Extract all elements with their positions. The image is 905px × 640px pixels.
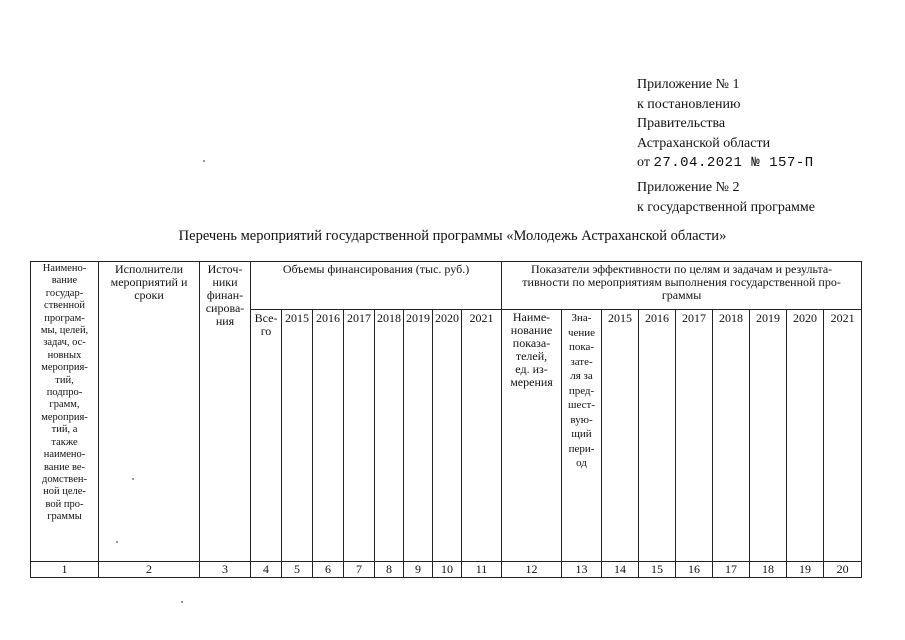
header-funding-total: Все- го bbox=[251, 310, 282, 562]
header-funding-volumes: Объемы финансирования (тыс. руб.) bbox=[251, 262, 502, 310]
column-number: 8 bbox=[375, 562, 404, 578]
appendix-1-line: к постановлению bbox=[637, 96, 741, 112]
header-funding-year: 2018 bbox=[375, 310, 404, 562]
column-number: 15 bbox=[639, 562, 676, 578]
appendix-1-block bbox=[637, 75, 814, 174]
column-number: 5 bbox=[282, 562, 313, 578]
document-title: Перечень мероприятий государственной программы «Молодежь Астраханской области» bbox=[178, 228, 727, 244]
header-executors: Исполнители мероприятий и сроки bbox=[99, 262, 200, 562]
date-prefix: от bbox=[637, 155, 650, 170]
appendix-1-date-row bbox=[637, 153, 814, 174]
header-indicator-year: 2021 bbox=[824, 310, 862, 562]
column-number: 13 bbox=[562, 562, 602, 578]
header-indicator-year: 2017 bbox=[676, 310, 713, 562]
column-number: 20 bbox=[824, 562, 862, 578]
header-indicator-year: 2018 bbox=[713, 310, 750, 562]
column-number: 14 bbox=[602, 562, 639, 578]
header-row-top bbox=[31, 262, 862, 310]
column-number: 9 bbox=[404, 562, 433, 578]
column-number: 12 bbox=[502, 562, 562, 578]
scan-speck bbox=[132, 478, 134, 480]
column-number: 11 bbox=[462, 562, 502, 578]
header-indicator-year: 2020 bbox=[787, 310, 824, 562]
scan-speck bbox=[203, 160, 205, 162]
column-number: 16 bbox=[676, 562, 713, 578]
header-funding-year: 2016 bbox=[313, 310, 344, 562]
column-number: 4 bbox=[251, 562, 282, 578]
measures-table bbox=[30, 261, 862, 578]
header-indicator-year: 2019 bbox=[750, 310, 787, 562]
column-number: 6 bbox=[313, 562, 344, 578]
header-indicator-year: 2016 bbox=[639, 310, 676, 562]
header-funding-year: 2020 bbox=[433, 310, 462, 562]
appendix-2-block bbox=[637, 178, 815, 217]
header-indicators: Показатели эффективности по целям и задачам и результа- тивности по мероприятиям выполнения государственной про- граммы bbox=[502, 262, 862, 310]
decree-date-number: 27.04.2021 № 157-П bbox=[653, 155, 814, 171]
header-funding-year: 2019 bbox=[404, 310, 433, 562]
header-indicator-prev-value: Зна- чение пока- зате- ля за пред- шест- вую- щий пери- од bbox=[562, 310, 602, 562]
column-number: 3 bbox=[200, 562, 251, 578]
header-funding-sources: Источ- ники финан- сирова- ния bbox=[200, 262, 251, 562]
column-number: 19 bbox=[787, 562, 824, 578]
column-number-row bbox=[31, 562, 862, 578]
scan-speck bbox=[116, 541, 118, 543]
header-funding-year: 2015 bbox=[282, 310, 313, 562]
appendix-1-line: Правительства bbox=[637, 116, 726, 131]
header-program-name: Наимено- вание государ- ственной програм- мы, целей, задач, ос- новных мероприя- тий, подпро- грамм, мероприя- тий, а также наимено- вание ве- домствен- ной целе- вой про- граммы bbox=[31, 262, 99, 562]
column-number: 7 bbox=[344, 562, 375, 578]
header-indicator-year: 2015 bbox=[602, 310, 639, 562]
column-number: 2 bbox=[99, 562, 200, 578]
header-funding-year: 2017 bbox=[344, 310, 375, 562]
scan-speck bbox=[181, 601, 183, 603]
header-funding-year: 2021 bbox=[462, 310, 502, 562]
header-indicator-name: Наиме- нование показа- телей, ед. из- мерения bbox=[502, 310, 562, 562]
column-number: 1 bbox=[31, 562, 99, 578]
appendix-1-line: Астраханской области bbox=[637, 135, 771, 151]
appendix-2-line: к государственной программе bbox=[637, 199, 815, 215]
appendix-1-line: Приложение № 1 bbox=[637, 77, 740, 92]
column-number: 18 bbox=[750, 562, 787, 578]
column-number: 17 bbox=[713, 562, 750, 578]
column-number: 10 bbox=[433, 562, 462, 578]
appendix-2-line: Приложение № 2 bbox=[637, 180, 740, 195]
